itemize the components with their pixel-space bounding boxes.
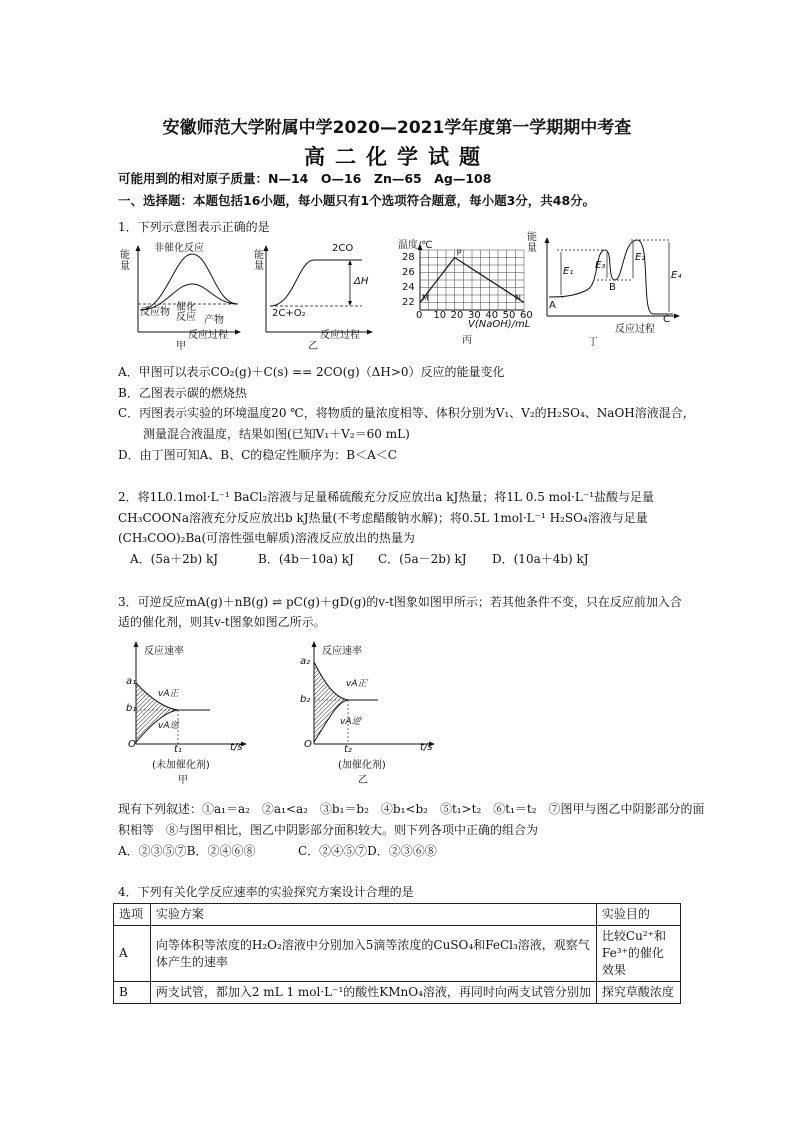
- b2-label: b₂: [300, 694, 311, 705]
- vt-graph-jia: [122, 638, 252, 750]
- e4-label: E₄: [671, 270, 682, 281]
- q1-figure-bing: [396, 236, 536, 346]
- q1-figure-jia: [120, 240, 245, 352]
- v-reverse-label: vA逆: [158, 721, 179, 731]
- subject-title: 高二化学试题: [304, 145, 490, 169]
- table-header-row: [114, 904, 681, 926]
- q3-statements-line2: 积相等 ⑧与图甲相比，图乙中阴影部分面积较大。则下列各项中正确的组合为: [118, 823, 539, 837]
- dh-arrow-head-bottom: [348, 301, 352, 306]
- y-tick-label: 26: [402, 266, 415, 278]
- condition-label: (未加催化剂): [152, 760, 210, 771]
- header-plan: 实验方案: [150, 904, 596, 926]
- q1-option-a: A．甲图可以表示CO₂(g)＋C(s) == 2CO(g)（ΔH>0）反应的能量变化: [118, 365, 505, 379]
- figure-caption: 甲: [178, 775, 188, 786]
- q1-figure-yi: [252, 240, 374, 352]
- point-label: M: [422, 293, 429, 303]
- header-purpose: 实验目的: [596, 904, 680, 926]
- q3-line1: 3．可逆反应mA(g)＋nB(g) ⇌ pC(g)＋gD(g)的v-t图象如图甲所示；若其他条件不变，只在反应前加入合: [118, 595, 682, 609]
- energy-profile-yi: [252, 240, 374, 340]
- q3-statements-line1: 现有下列叙述：①a₁＝a₂ ②a₁<a₂ ③b₁＝b₂ ④b₁<b₂ ⑤t₁>t₂ ⑥t₁＝t₂ ⑦图甲与图乙中阴影部分的面: [118, 802, 705, 816]
- x-axis-label: t/s: [420, 742, 433, 753]
- energy-curve: [549, 240, 673, 314]
- x-tick-label: 30: [468, 310, 481, 321]
- y-axis-arrow: [545, 237, 550, 243]
- point-label: N: [515, 293, 521, 303]
- q3-line2: 适的催化剂，则其v-t图象如图乙所示。: [118, 615, 326, 629]
- y-axis-arrow: [136, 245, 141, 251]
- 2co-label: 2CO: [332, 243, 354, 254]
- x-axis-arrow: [367, 330, 373, 335]
- x-axis-label: V(NaOH)/mL: [468, 319, 531, 330]
- data-points: [422, 249, 521, 303]
- figure-caption: 丙: [462, 335, 472, 346]
- x-axis-arrow: [674, 314, 680, 319]
- dh-label: ΔH: [354, 276, 369, 287]
- q2-option-a: A．(5a＋2b) kJ: [130, 552, 219, 566]
- header-option: 选项: [114, 904, 151, 926]
- x-axis-label: t/s: [230, 742, 243, 753]
- t2-label: t₂: [344, 744, 352, 755]
- q4-stem: 4．下列有关化学反应速率的实验探究方案设计合理的是: [118, 885, 414, 899]
- table-row: [114, 982, 681, 1004]
- point-label: P: [456, 248, 462, 258]
- q2-option-b: B．(4b－10a) kJ: [258, 552, 354, 566]
- 2c-o2-label: 2C+O₂: [272, 308, 306, 319]
- catalysed-label: 催化 反应: [176, 302, 196, 323]
- energy-profile-jia: [120, 240, 245, 340]
- table-row: [114, 926, 681, 982]
- row-plan: 向等体积等浓度的H₂O₂溶液中分别加入5滴等浓度的CuSO₄和FeCl₃溶液，观察气体产生的速率: [150, 926, 596, 982]
- vt-graph-yi: [290, 638, 440, 750]
- y-axis-arrow: [264, 245, 269, 251]
- figure-caption: 乙: [358, 775, 368, 786]
- school-title: 安徽师范大学附属中学2020—2021学年度第一学期期中考查: [162, 118, 632, 138]
- q2-option-d: D．(10a＋4b) kJ: [492, 552, 589, 566]
- y-axis-arrow: [312, 641, 317, 647]
- q1-option-c-line1: C．丙图表示实验的环境温度20 ℃，将物质的量浓度相等、体积分别为V₁、V₂的H₂SO₄、NaOH溶液混合，: [118, 406, 695, 420]
- reactant-label: 反应物: [140, 307, 170, 318]
- q1-figure-ding-caption: 丁: [588, 337, 598, 348]
- y-tick-label: 24: [402, 281, 415, 293]
- row-purpose: 探究草酸浓度: [596, 982, 680, 1004]
- q1-option-d: D．由丁图可知A、B、C的稳定性顺序为：B＜A＜C: [118, 448, 397, 462]
- row-plan: 两支试管，都加入2 mL 1 mol·L⁻¹的酸性KMnO₄溶液，再同时向两支试管分别加: [150, 982, 596, 1004]
- q2-line1: 2．将1L0.1mol·L⁻¹ BaCl₂溶液与足量稀硫酸充分反应放出a kJ热量；将1L 0.5 mol·L⁻¹盐酸与足量: [118, 490, 655, 504]
- y-axis-label: 温度/℃: [398, 240, 433, 251]
- y-tick-label: 22: [402, 296, 415, 308]
- energy-axis-label: 能 量: [254, 250, 264, 272]
- e3-label: E₃: [595, 260, 606, 271]
- q2-option-c: C．(5a－2b) kJ: [378, 552, 467, 566]
- v-forward-label: vA正′: [346, 679, 369, 689]
- q3-options-cd: C．②④⑤⑦D．②③⑥⑧: [298, 844, 437, 858]
- q2-line3: (CH₃COO)₂Ba(可溶性强电解质)溶液反应放出的热量为: [118, 531, 415, 545]
- q1-figure-ding: [527, 232, 682, 336]
- q2-line2: CH₃COONa溶液充分反应放出b kJ热量(不考虑醋酸钠水解)；将0.5L 1mol·L⁻¹ H₂SO₄溶液与足量: [118, 511, 648, 525]
- q1-option-c-line2: 测量混合液温度，结果如图(已知V₁＋V₂＝60 mL): [143, 427, 410, 441]
- v-forward-label: vA正: [158, 689, 179, 699]
- product-label: 产物: [204, 315, 224, 326]
- x-tick-label: 10: [433, 310, 447, 321]
- energy-axis-label: 能 量: [527, 232, 537, 254]
- y-axis-label: 反应速率: [322, 646, 362, 657]
- figure-caption: 乙: [308, 341, 318, 352]
- v-reverse-label: vA逆′: [340, 717, 363, 727]
- a2-label: a₂: [300, 656, 311, 667]
- b-label: B: [609, 282, 616, 293]
- q1-option-b: B．乙图表示碳的燃烧热: [118, 386, 247, 400]
- row-option: B: [114, 982, 151, 1004]
- energy-axis-label: 能 量: [120, 250, 130, 272]
- y-axis-arrow: [134, 641, 139, 647]
- q3-figure-jia: [122, 638, 252, 786]
- figure-caption: 甲: [176, 341, 186, 352]
- e2-label: E₂: [635, 252, 646, 263]
- x-axis-label: 反应过程: [188, 330, 228, 341]
- grid: [418, 244, 525, 310]
- c-label: C: [663, 314, 670, 325]
- a1-label: a₁: [126, 676, 137, 687]
- row-option: A: [114, 926, 151, 982]
- q4-table: [113, 903, 681, 1004]
- origin-label: O: [304, 739, 312, 750]
- y-axis-label: 反应速率: [144, 646, 184, 657]
- e1-label: E₁: [563, 266, 574, 277]
- energy-curve: [270, 260, 362, 306]
- x-tick-label: 50: [502, 310, 516, 321]
- q3-figure-yi: [290, 638, 440, 786]
- origin-label: O: [128, 739, 136, 750]
- x-axis-label: 反应过程: [615, 324, 655, 335]
- q1-stem: 1．下列示意图表示正确的是: [118, 220, 270, 234]
- x-tick-label: 20: [450, 310, 464, 321]
- x-axis-arrow: [235, 330, 241, 335]
- t1-label: t₁: [174, 744, 182, 755]
- x-tick-label: 60: [520, 310, 533, 321]
- a-label: A: [549, 300, 556, 311]
- b1-label: b₁: [126, 703, 137, 714]
- x-tick-label: 0: [416, 310, 423, 321]
- section-one-heading: 一、选择题：本题包括16小题，每小题只有1个选项符合题意，每小题3分，共48分。: [118, 193, 596, 208]
- y-tick-label: 28: [402, 251, 415, 263]
- uncatalysed-label: 非催化反应: [154, 243, 204, 254]
- q3-options-ab: A．②③⑤⑦B．②④⑥⑧: [118, 844, 256, 858]
- condition-label: (加催化剂): [338, 760, 386, 771]
- atomic-masses: 可能用到的相对原子质量：N—14 O—16 Zn—65 Ag—108: [118, 171, 492, 186]
- dh-arrow-head-top: [348, 260, 352, 265]
- x-axis-label: 反应过程: [320, 330, 360, 341]
- row-purpose: 比较Cu²⁺和Fe³⁺的催化效果: [596, 926, 680, 982]
- x-tick-label: 40: [485, 310, 499, 321]
